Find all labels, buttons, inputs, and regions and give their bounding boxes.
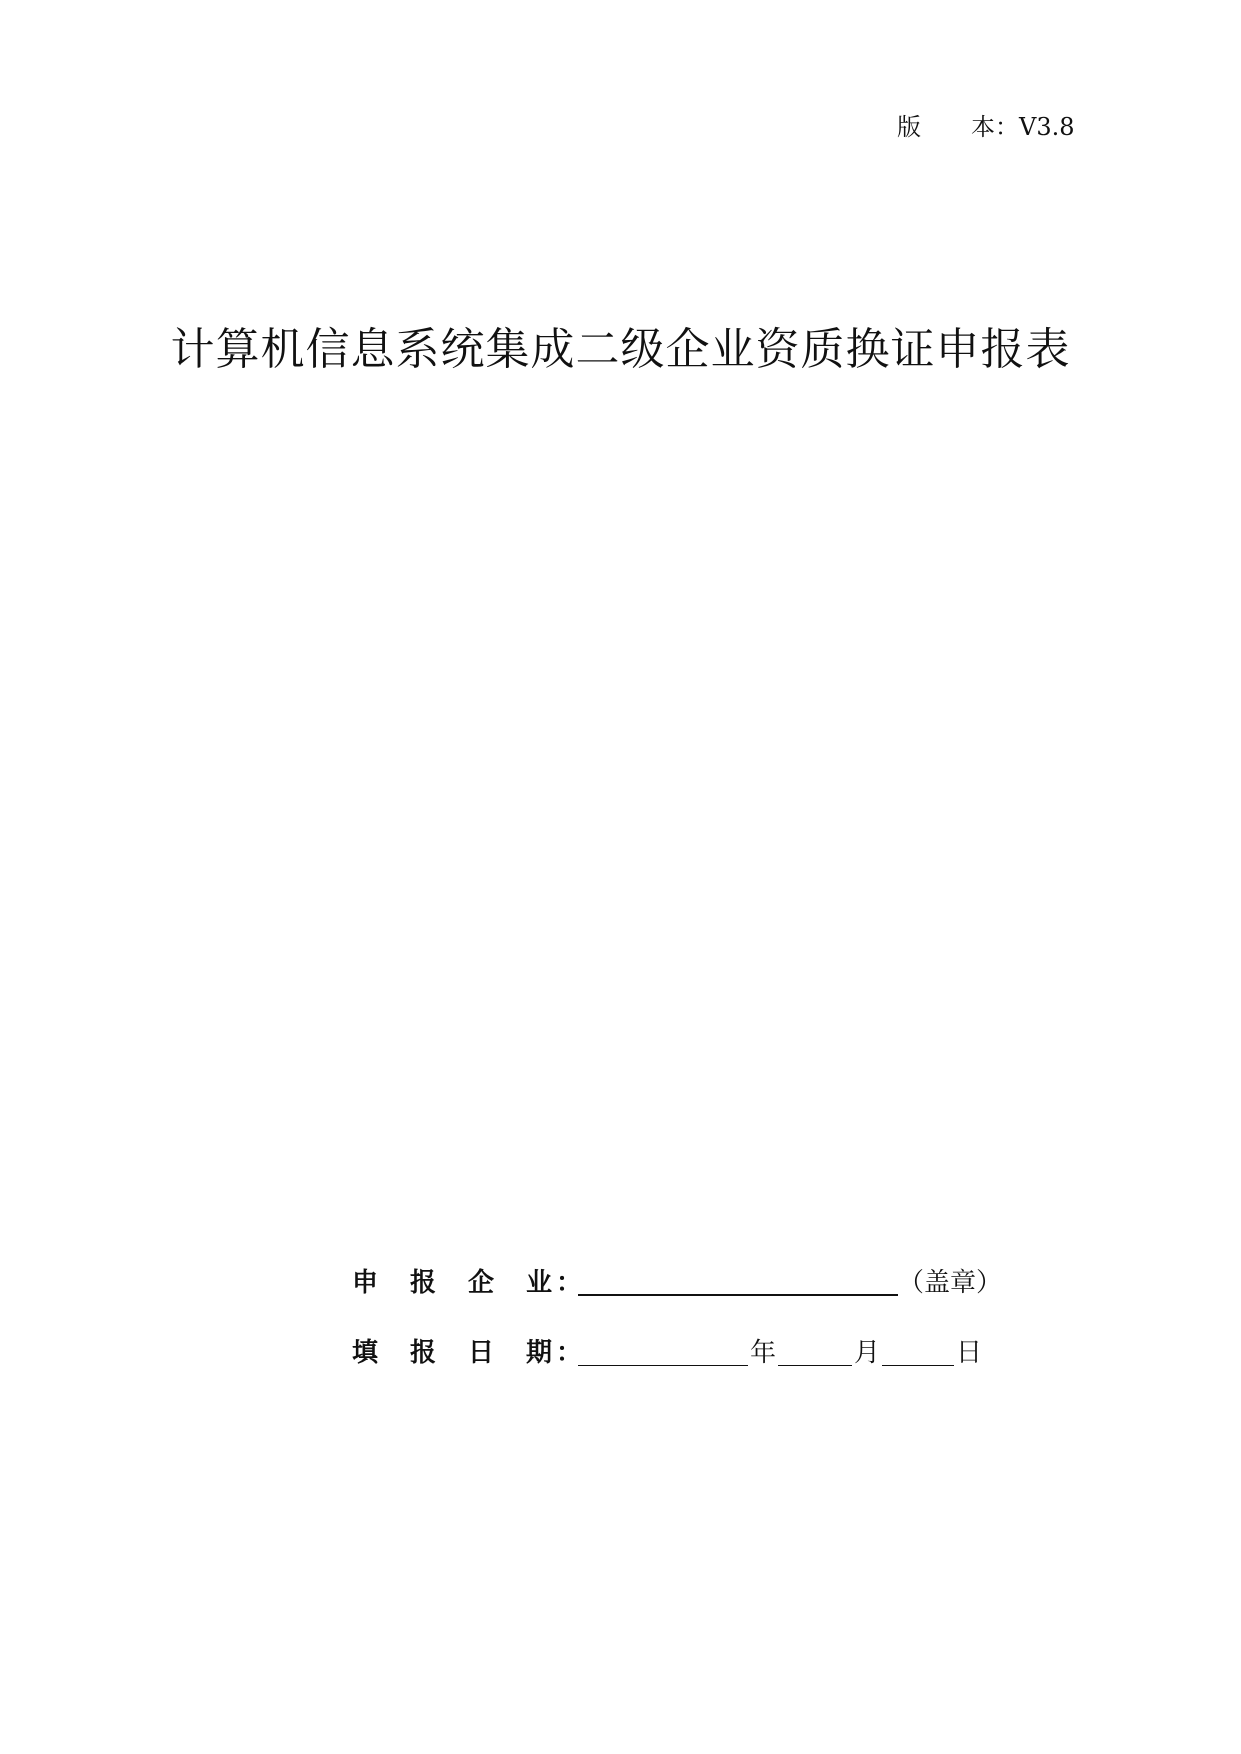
company-label-char-1: 申 <box>352 1268 379 1298</box>
version-label <box>897 112 1075 142</box>
company-label-colon: ： <box>556 1268 583 1298</box>
date-label-char-4: 期 <box>526 1338 553 1368</box>
company-label-char-3: 企 <box>468 1268 495 1298</box>
day-unit: 日 <box>956 1338 983 1368</box>
date-label-colon: ： <box>556 1338 583 1368</box>
version-label-char-1: 版 <box>897 113 921 141</box>
day-field[interactable] <box>882 1335 954 1366</box>
date-label-char-2: 报 <box>410 1338 437 1368</box>
company-name-field[interactable] <box>578 1264 898 1296</box>
company-label-char-4: 业 <box>526 1268 553 1298</box>
month-field[interactable] <box>778 1335 852 1366</box>
date-label-char-3: 日 <box>468 1338 495 1368</box>
version-label-char-2: 本： <box>971 113 1019 141</box>
company-label-char-2: 报 <box>410 1268 437 1298</box>
document-title: 计算机信息系统集成二级企业资质换证申报表 <box>170 324 1071 375</box>
seal-note: （盖章） <box>898 1268 1003 1298</box>
date-row <box>352 1330 984 1370</box>
company-row <box>352 1260 1002 1300</box>
year-field[interactable] <box>578 1335 748 1366</box>
date-label-char-1: 填 <box>352 1338 379 1368</box>
version-value: V3.8 <box>1019 113 1075 141</box>
month-unit: 月 <box>854 1338 881 1368</box>
year-unit: 年 <box>750 1338 777 1368</box>
